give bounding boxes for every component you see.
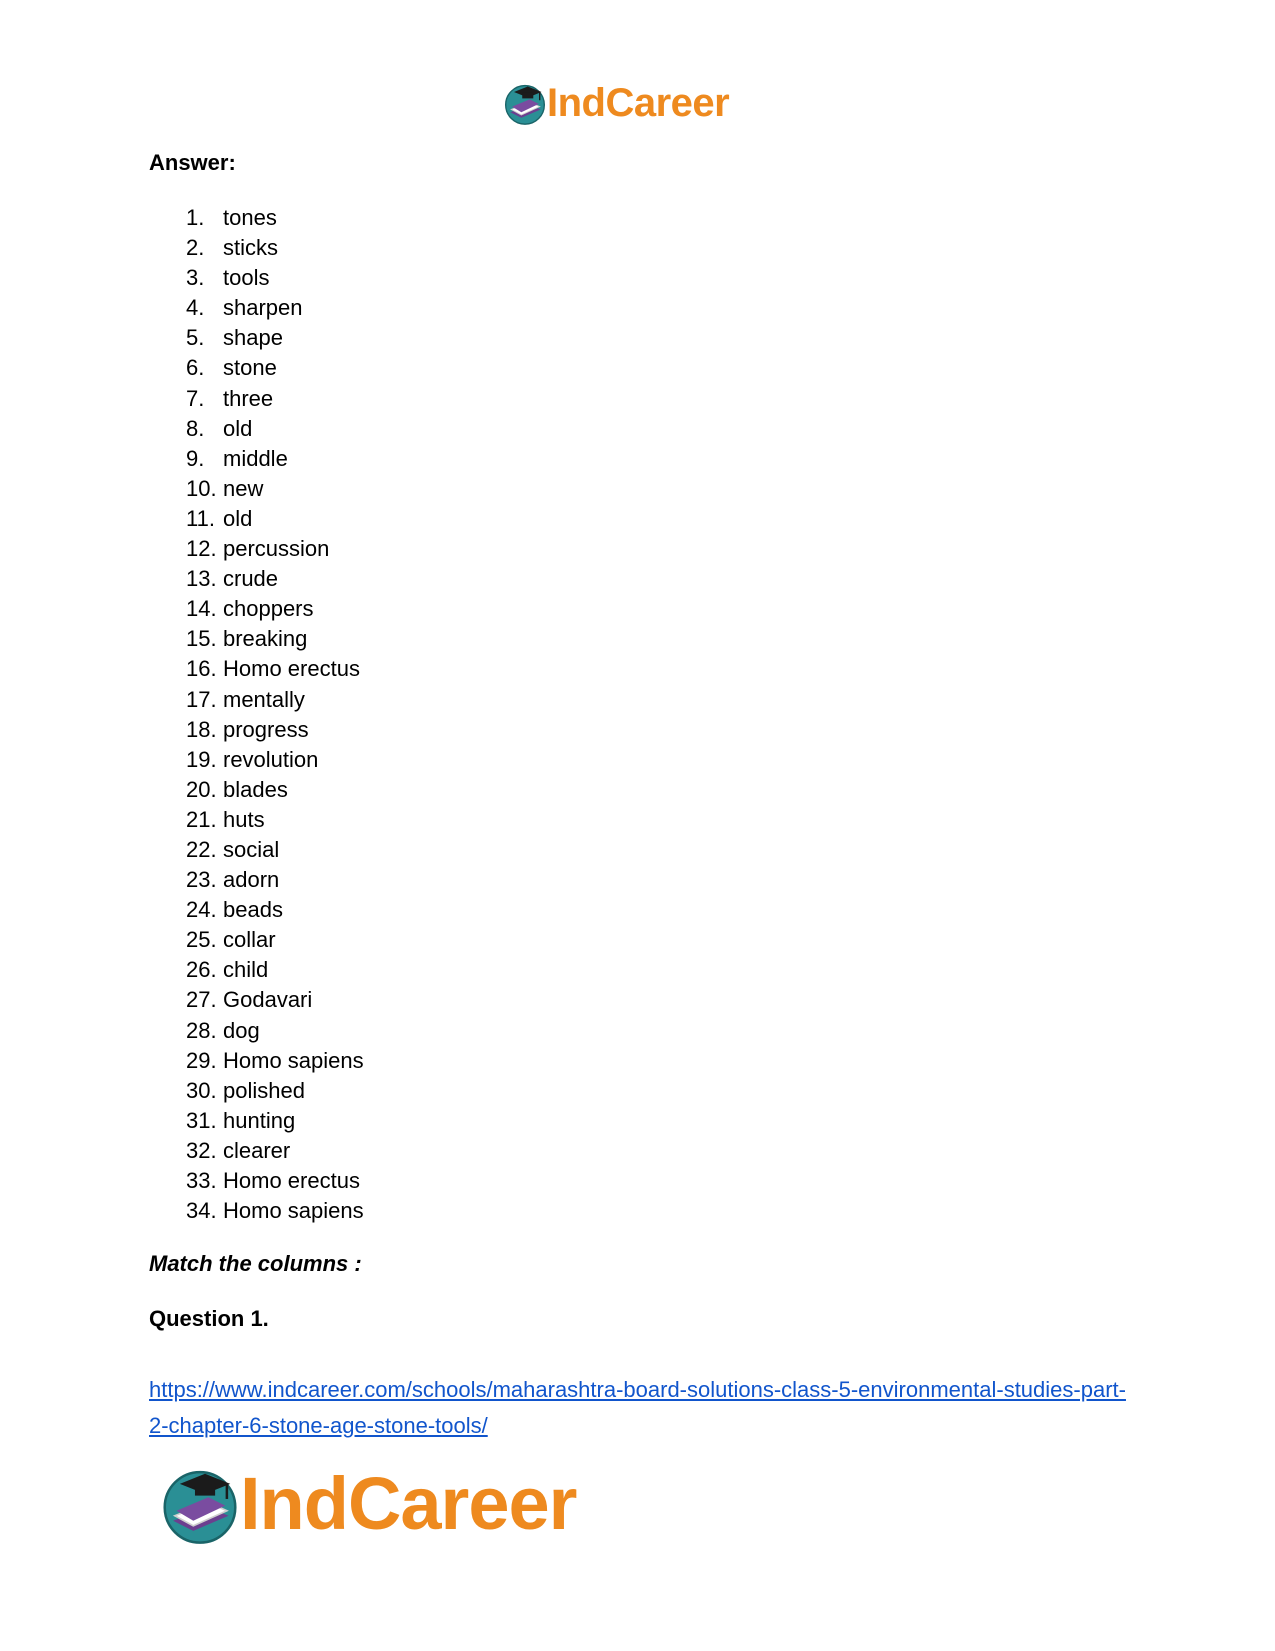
- list-item-number: 24.: [186, 897, 217, 923]
- list-item: [186, 654, 364, 684]
- list-item-number: 11.: [186, 505, 215, 531]
- list-item-text: hunting: [223, 1107, 296, 1133]
- list-item-text: Homo sapiens: [223, 1047, 364, 1073]
- list-item: [186, 835, 364, 865]
- list-item-text: progress: [223, 716, 309, 742]
- list-item-number: 3.: [186, 265, 205, 291]
- list-item: [186, 594, 364, 624]
- list-item-number: 13.: [186, 566, 217, 592]
- list-item-text: percussion: [223, 536, 330, 562]
- list-item-text: collar: [223, 927, 276, 953]
- list-item: [186, 444, 364, 474]
- match-columns-heading: Match the columns :: [149, 1251, 362, 1276]
- list-item-text: blades: [223, 776, 288, 802]
- list-item-text: three: [223, 385, 274, 411]
- list-item-text: stone: [223, 355, 277, 381]
- list-item: [186, 985, 364, 1015]
- list-item-text: dog: [223, 1017, 260, 1043]
- list-item: [186, 775, 364, 805]
- list-item-number: 19.: [186, 746, 217, 772]
- list-item-number: 8.: [186, 415, 205, 441]
- list-item-number: 31.: [186, 1107, 217, 1133]
- list-item-text: old: [223, 505, 253, 531]
- list-item: [186, 1046, 364, 1076]
- source-link[interactable]: https://www.indcareer.com/schools/maharashtra-board-solutions-class-5-environmental-studies-part-2-chapter-6-stone-age-stone-tools/: [149, 1377, 1126, 1438]
- list-item-text: tools: [223, 265, 270, 291]
- list-item-number: 26.: [186, 957, 217, 983]
- list-item-number: 1.: [186, 205, 205, 230]
- list-item: [186, 233, 364, 263]
- list-item: [186, 745, 364, 775]
- list-item-number: 14.: [186, 596, 217, 622]
- list-item: [186, 414, 364, 444]
- list-item: [186, 564, 364, 594]
- list-item-text: sharpen: [223, 295, 303, 321]
- list-item-text: revolution: [223, 746, 319, 772]
- list-item: [186, 865, 364, 895]
- list-item-text: child: [223, 957, 269, 983]
- list-item-text: new: [223, 475, 264, 501]
- list-item-text: tones: [223, 205, 277, 230]
- list-item-text: Homo erectus: [223, 656, 360, 682]
- list-item-text: middle: [223, 445, 288, 471]
- list-item-number: 33.: [186, 1168, 217, 1193]
- list-item-text: huts: [223, 806, 265, 832]
- list-item-number: 7.: [186, 385, 205, 411]
- list-item: [186, 353, 364, 383]
- list-item-text: mentally: [223, 686, 305, 712]
- footer-logo: [158, 1462, 576, 1546]
- list-item: [186, 293, 364, 323]
- list-item-text: old: [223, 415, 253, 441]
- list-item-text: adorn: [223, 867, 280, 893]
- list-item-number: 4.: [186, 295, 205, 321]
- list-item-number: 5.: [186, 325, 205, 351]
- question-heading: Question 1.: [149, 1306, 269, 1331]
- list-item-number: 28.: [186, 1017, 217, 1043]
- list-item: [186, 955, 364, 985]
- globe-book-graduation-cap-icon: [158, 1462, 242, 1546]
- list-item-number: 21.: [186, 806, 217, 832]
- list-item: [186, 1106, 364, 1136]
- answer-heading: Answer:: [149, 150, 236, 175]
- list-item-number: 32.: [186, 1137, 217, 1163]
- list-item: [186, 1016, 364, 1046]
- list-item-number: 12.: [186, 536, 217, 562]
- list-item: [186, 1076, 364, 1106]
- list-item: [186, 203, 364, 233]
- list-item-number: 18.: [186, 716, 217, 742]
- list-item-number: 30.: [186, 1077, 217, 1103]
- list-item-number: 9.: [186, 445, 205, 471]
- list-item-text: Homo sapiens: [223, 1198, 364, 1224]
- logo-wordmark: IndCareer: [240, 1462, 577, 1545]
- list-item-number: 15.: [186, 626, 217, 652]
- answer-list: [186, 203, 364, 1226]
- list-item: [186, 895, 364, 925]
- list-item-number: 27.: [186, 987, 217, 1013]
- header-logo: [502, 80, 729, 126]
- globe-book-graduation-cap-icon: [502, 80, 548, 126]
- list-item: [186, 534, 364, 564]
- list-item-text: social: [223, 836, 280, 862]
- list-item: [186, 1166, 364, 1196]
- list-item-number: 17.: [186, 686, 217, 712]
- list-item-text: sticks: [223, 235, 278, 261]
- list-item: [186, 1136, 364, 1166]
- list-item: [186, 715, 364, 745]
- list-item-number: 22.: [186, 836, 217, 862]
- list-item: [186, 323, 364, 353]
- list-item: [186, 384, 364, 414]
- list-item: [186, 925, 364, 955]
- list-item: [186, 504, 364, 534]
- list-item-number: 10.: [186, 475, 217, 501]
- list-item-text: clearer: [223, 1137, 291, 1163]
- logo-wordmark: IndCareer: [547, 81, 730, 125]
- list-item: [186, 805, 364, 835]
- list-item-text: Godavari: [223, 987, 313, 1013]
- list-item-text: polished: [223, 1077, 305, 1103]
- list-item-text: shape: [223, 325, 283, 351]
- list-item-text: crude: [223, 566, 279, 592]
- list-item: [186, 263, 364, 293]
- list-item-text: choppers: [223, 596, 314, 622]
- list-item-number: 16.: [186, 656, 217, 682]
- list-item-number: 25.: [186, 927, 217, 953]
- list-item: [186, 624, 364, 654]
- list-item-number: 23.: [186, 867, 217, 893]
- list-item-number: 20.: [186, 776, 217, 802]
- list-item-number: 29.: [186, 1047, 217, 1073]
- list-item-text: beads: [223, 897, 283, 923]
- list-item: [186, 474, 364, 504]
- list-item-number: 34.: [186, 1198, 217, 1224]
- list-item: [186, 1196, 364, 1226]
- list-item-number: 6.: [186, 355, 205, 381]
- list-item: [186, 685, 364, 715]
- list-item-number: 2.: [186, 235, 205, 261]
- list-item-text: breaking: [223, 626, 308, 652]
- list-item-text: Homo erectus: [223, 1168, 360, 1193]
